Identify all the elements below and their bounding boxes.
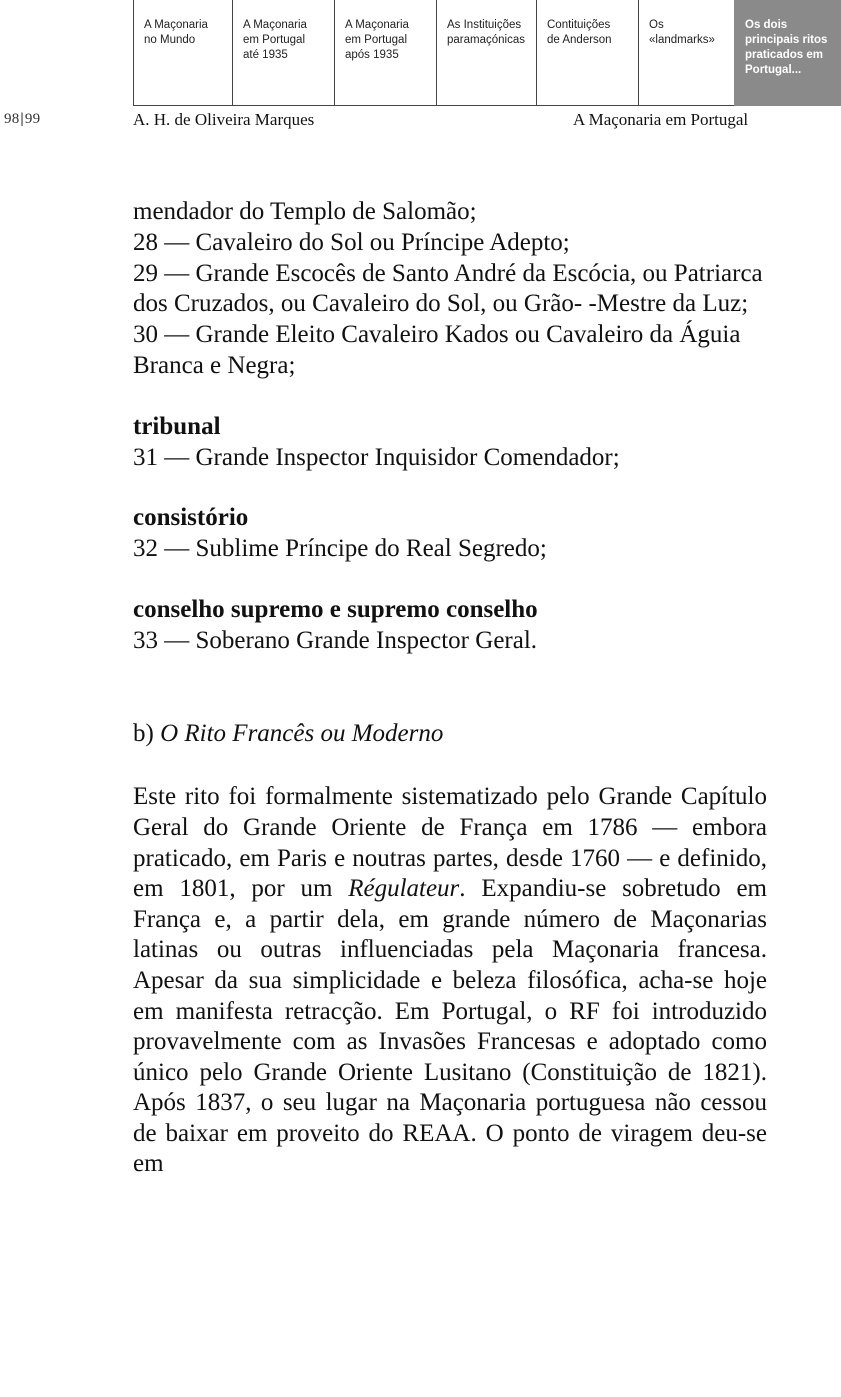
degree-29: 29 — Grande Escocês de Santo André da Escócia, ou Patriarca dos Cruzados, ou Cavaleiro do Sol, ou Grão- -Mestre da Luz;: [133, 259, 763, 318]
tab-label: A Maçonaria em Portugal após 1935: [345, 19, 409, 61]
tab-label: Os dois principais ritos praticados em Portugal...: [745, 19, 828, 76]
tab-label: Contituições de Anderson: [547, 19, 612, 46]
degree-31: 31 — Grande Inspector Inquisidor Comendador;: [133, 443, 620, 471]
paragraph-text-start: Este rito foi formalmente sistematizado pelo Grande Capítulo Geral do Grande Oriente de França em 1786 — embora praticado, em Paris e noutras partes, desde 1760 — e definido, em 1801, por um: [133, 783, 767, 903]
page-number-separator: |: [20, 111, 24, 127]
degree-28: 28 — Cavaleiro do Sol ou Príncipe Adepto;: [133, 228, 570, 256]
tab-label: As Instituições paramaçónicas: [447, 19, 525, 46]
tab-maconaria-no-mundo[interactable]: [133, 0, 232, 106]
tab-ritos-praticados-active[interactable]: [734, 0, 841, 106]
chapter-tab-bar: [133, 0, 841, 106]
running-header-book-title: A Maçonaria em Portugal: [573, 110, 749, 129]
section-title: [133, 719, 767, 750]
body-paragraph: [133, 782, 767, 1180]
page-body: [133, 197, 767, 1180]
running-header-author: A. H. de Oliveira Marques: [133, 110, 315, 129]
page-right-number: 99: [24, 111, 41, 127]
section-title-italic: O Rito Francês ou Moderno: [160, 719, 444, 747]
tab-label: A Maçonaria em Portugal até 1935: [243, 19, 307, 61]
text-line: mendador do Templo de Salomão;: [133, 198, 477, 225]
paragraph-text-end: . Expandiu-se sobretudo em França e, a partir dela, em grande número de Maçonarias latinas ou outras influenciadas pela Maçonaria francesa. Apesar da sua simplicidade e beleza filosófica, acha-se hoje em manifesta retracção. Em Portugal, o RF foi introduzido provavelmente com as Invasões Francesas e adoptado como único pelo Grande Oriente Lusitano (Constituição de 1821). Após 1837, o seu lugar na Maçonaria portuguesa não cessou de baixar em proveito do REAA. O ponto de viragem deu-se em: [133, 875, 767, 1178]
tab-label: A Maçonaria no Mundo: [144, 19, 208, 46]
tab-label: Os «landmarks»: [649, 19, 715, 46]
tab-maconaria-portugal-ate-1935[interactable]: [232, 0, 334, 106]
tab-landmarks[interactable]: [638, 0, 734, 106]
heading-conselho-supremo: conselho supremo e supremo conselho: [133, 595, 538, 623]
section-prefix: b): [133, 719, 161, 747]
degree-32: 32 — Sublime Príncipe do Real Segredo;: [133, 535, 547, 563]
paragraph-italic-term: Régulateur: [348, 875, 460, 903]
page-numbers: [4, 111, 40, 128]
heading-consistorio: consistório: [133, 504, 249, 532]
tab-maconaria-portugal-apos-1935[interactable]: [334, 0, 436, 106]
degree-33: 33 — Soberano Grande Inspector Geral.: [133, 626, 538, 654]
tab-instituicoes-paramaconicas[interactable]: [436, 0, 536, 106]
degree-30: 30 — Grande Eleito Cavaleiro Kados ou Cavaleiro da Águia Branca e Negra;: [133, 321, 741, 379]
tab-constituicoes-anderson[interactable]: [536, 0, 638, 106]
heading-tribunal: tribunal: [133, 412, 221, 440]
page-left-number: 98: [4, 111, 20, 127]
